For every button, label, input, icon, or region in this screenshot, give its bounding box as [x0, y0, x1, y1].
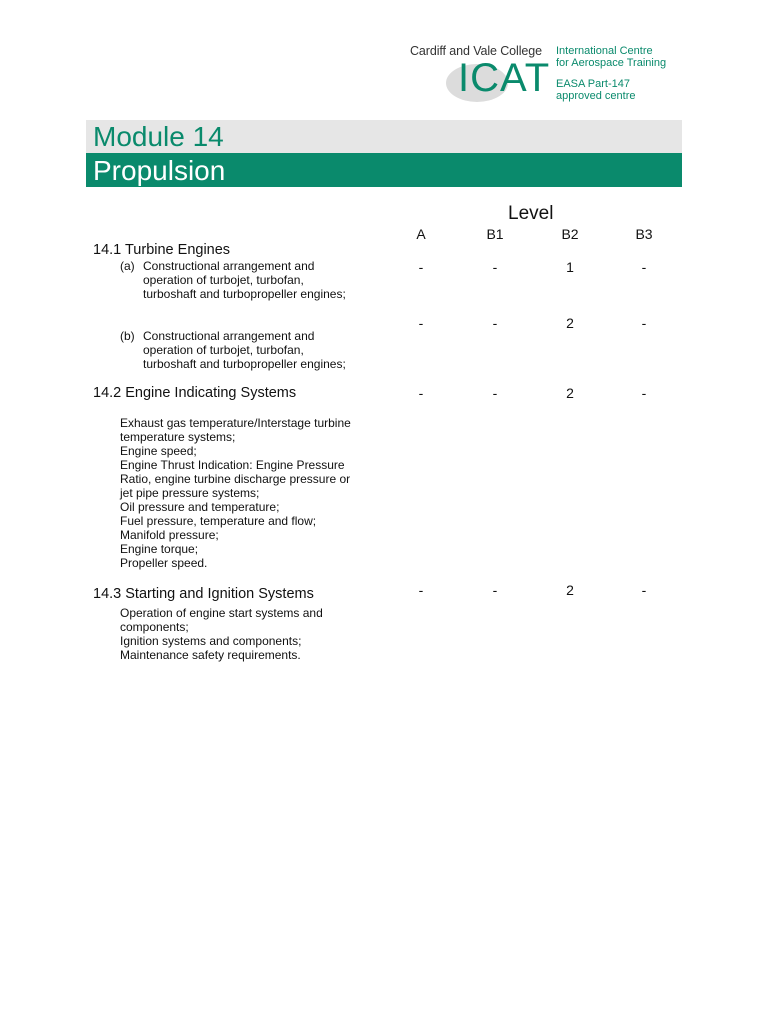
- body-line: Exhaust gas temperature/Interstage turbine: [120, 416, 351, 430]
- body-line: jet pipe pressure systems;: [120, 486, 260, 500]
- item-line: turboshaft and turbopropeller engines;: [143, 357, 346, 371]
- level-value: -: [492, 259, 498, 275]
- section-body: [120, 416, 390, 570]
- body-line: Engine torque;: [120, 542, 199, 556]
- item-line: operation of turbojet, turbofan,: [143, 273, 304, 287]
- item-text: [143, 329, 383, 371]
- body-line: components;: [120, 620, 189, 634]
- level-value: -: [418, 582, 424, 598]
- module-title: Propulsion: [93, 155, 226, 186]
- item-line: operation of turbojet, turbofan,: [143, 343, 304, 357]
- level-value: -: [641, 259, 647, 275]
- logo-icat-wordmark: ICAT: [458, 56, 551, 100]
- level-col-b1: B1: [486, 226, 504, 242]
- body-line: Engine Thrust Indication: Engine Pressure: [120, 458, 345, 472]
- level-heading: Level: [508, 203, 554, 224]
- section-heading: 14.3 Starting and Ignition Systems: [93, 586, 314, 602]
- section-heading: 14.1 Turbine Engines: [93, 242, 231, 258]
- level-value: -: [418, 315, 424, 331]
- logo-line-4: approved centre: [556, 90, 636, 102]
- module-number: Module 14: [93, 121, 224, 152]
- section-body: [120, 606, 390, 662]
- level-value: -: [641, 385, 647, 401]
- level-value: 2: [566, 385, 574, 401]
- level-value: -: [418, 259, 424, 275]
- level-value: 2: [566, 582, 574, 598]
- body-line: Ratio, engine turbine discharge pressure or: [120, 472, 351, 486]
- level-value: 2: [566, 315, 574, 331]
- level-col-b2: B2: [561, 226, 579, 242]
- logo-line-3: EASA Part-147: [556, 78, 630, 90]
- level-value: -: [492, 385, 498, 401]
- module-band: [86, 120, 682, 153]
- item-label: (b): [120, 329, 135, 343]
- level-value: -: [641, 315, 647, 331]
- body-line: Engine speed;: [120, 444, 197, 458]
- item-line: Constructional arrangement and: [143, 259, 315, 273]
- item-line: Constructional arrangement and: [143, 329, 315, 343]
- body-line: Operation of engine start systems and: [120, 606, 323, 620]
- body-line: Propeller speed.: [120, 556, 208, 570]
- title-band: [86, 153, 682, 187]
- logo-college-name: Cardiff and Vale College: [410, 44, 542, 58]
- level-value: -: [492, 582, 498, 598]
- level-col-b3: B3: [635, 226, 653, 242]
- level-value: -: [492, 315, 498, 331]
- level-value: 1: [566, 259, 574, 275]
- icat-logo: [408, 42, 688, 106]
- logo-line-2: for Aerospace Training: [556, 57, 667, 69]
- body-line: Ignition systems and components;: [120, 634, 302, 648]
- body-line: Manifold pressure;: [120, 528, 219, 542]
- item-line: turboshaft and turbopropeller engines;: [143, 287, 346, 301]
- section-heading: 14.2 Engine Indicating Systems: [93, 385, 297, 401]
- body-line: Maintenance safety requirements.: [120, 648, 301, 662]
- logo-line-1: International Centre: [556, 45, 653, 57]
- item-label: (a): [120, 259, 135, 273]
- level-col-a: A: [416, 226, 426, 242]
- body-line: Fuel pressure, temperature and flow;: [120, 514, 317, 528]
- level-value: -: [418, 385, 424, 401]
- item-text: [143, 259, 383, 301]
- body-line: temperature systems;: [120, 430, 236, 444]
- level-value: -: [641, 582, 647, 598]
- body-line: Oil pressure and temperature;: [120, 500, 280, 514]
